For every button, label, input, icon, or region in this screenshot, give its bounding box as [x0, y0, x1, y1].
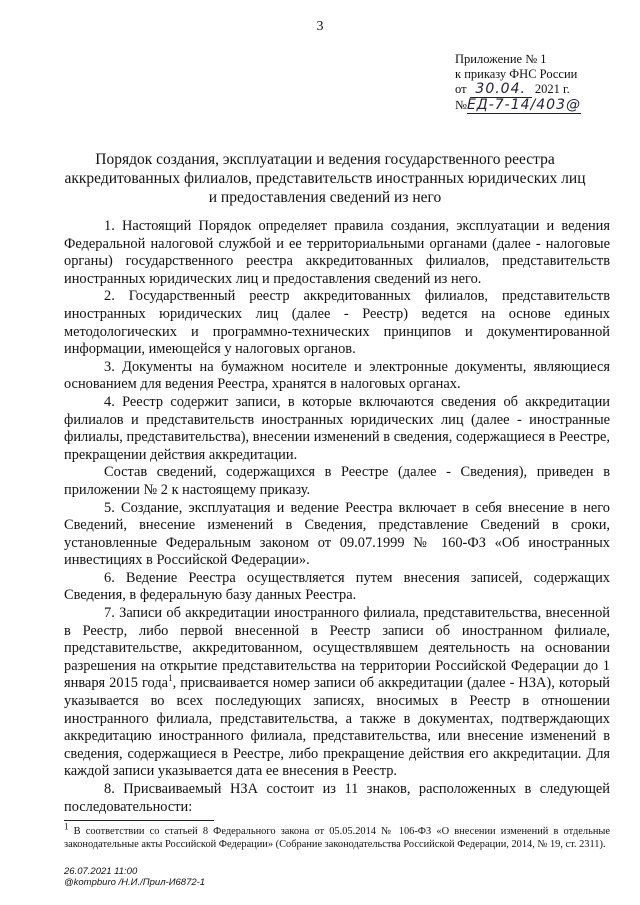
- footnote-text: В соответствии со статьей 8 Федерального закона от 05.05.2014 № 106-ФЗ «О внесении изменений в отдельные законодательные акты Российской Федерации» (Собрание законодательства Российской Федерации, 2014, № 19, ст. 2311).: [64, 826, 610, 850]
- footnote-marker: 1: [64, 821, 69, 832]
- paragraph-7-part-1: 7. Записи об аккредитации иностранного филиала, представительства, внесенной в Реестр, либо первой внесенной в Реестр записи об иностранном филиале, представительстве, аккредитованном, осуществлявшем деятельность на основании разрешения на открытие представительства на территории Российской Федерации до 1 января 2015 года: [64, 605, 610, 692]
- paragraph-6: 6. Ведение Реестра осуществляется путем внесения записей, содержащих Сведения, в федеральную базу данных Реестра.: [64, 569, 610, 604]
- paragraph-4-continued: Состав сведений, содержащихся в Реестре (далее - Сведения), приведен в приложении № 2 к настоящему приказу.: [64, 464, 610, 498]
- appendix-number-line: [455, 98, 581, 114]
- paragraph-4: 4. Реестр содержит записи, в которые включаются сведения об аккредитации филиалов и представительств иностранных юридических лиц (далее - иностранные филиалы, представительства), внесении изменений в сведения, содержащиеся в Реестре, прекращении действия аккредитации.: [64, 393, 610, 463]
- paragraph-1: 1. Настоящий Порядок определяет правила создания, эксплуатации и ведения Федеральной налоговой службой и ее территориальными органами (далее - налоговые органы) государственного реестра аккредитованных филиалов, представительств иностранных юридических лиц и предоставления сведений из него.: [64, 218, 610, 287]
- document-body: [64, 218, 610, 816]
- footnote-reference: 1: [168, 673, 173, 684]
- stamp-operator: @kompburo /Н.И./Прил-И6872-1: [64, 877, 206, 888]
- date-prefix: от: [455, 82, 467, 96]
- footnote: [64, 821, 610, 851]
- handwritten-date: 30.04.: [470, 82, 532, 98]
- footnote-divider: [64, 820, 214, 821]
- paragraph-8: 8. Присваиваемый НЗА состоит из 11 знаков, расположенных в следующей последовательности:: [64, 781, 610, 815]
- appendix-header: [455, 52, 581, 114]
- paragraph-7: [64, 605, 610, 781]
- appendix-date-line: [455, 82, 581, 98]
- paragraph-7-part-2: , присваивается номер записи об аккредитации (далее - НЗА), который указывается во всех последующих записях, вносимых в Реестр в отношении иностранного филиала, представительства, а также в документах, подтверждающих аккредитацию иностранного филиала, представительства, или внесение изменений в сведения, содержащиеся в Реестре, либо прекращение действия его аккредитации. Для каждой записи указывается дата ее внесения в Реестр.: [64, 675, 611, 780]
- paragraph-3: 3. Документы на бумажном носителе и электронные документы, являющиеся основанием для ведения Реестра, хранятся в налоговых органах.: [64, 358, 610, 393]
- paragraph-2: 2. Государственный реестр аккредитованных филиалов, представительств иностранных юридических лиц (далее - Реестр) ведется на основе единых методологических и программно-технических принципов и документированной информации, имеющейся у налоговых органов.: [64, 288, 610, 358]
- stamp-date: 26.07.2021 11:00: [64, 866, 138, 877]
- document-title: Порядок создания, эксплуатации и ведения государственного реестра аккредитованных филиалов, представительств иностранных юридических лиц и предоставления сведений из него: [64, 151, 586, 206]
- appendix-line-2: к приказу ФНС России: [455, 67, 578, 81]
- handwritten-order-number: ЕД-7-14/403@: [466, 97, 581, 113]
- print-stamp: [64, 866, 205, 888]
- appendix-line-1: Приложение № 1: [455, 52, 547, 66]
- date-suffix: 2021 г.: [534, 82, 570, 96]
- page-number: 3: [316, 19, 324, 34]
- paragraph-5: 5. Создание, эксплуатация и ведение Реестра включает в себя внесение в него Сведений, внесение изменений в Сведения, представление Сведений в сроки, установленные Федеральным законом от 09.07.1999 № 160-ФЗ «Об иностранных инвестициях в Российской Федерации».: [64, 499, 610, 569]
- number-prefix: №: [455, 98, 467, 112]
